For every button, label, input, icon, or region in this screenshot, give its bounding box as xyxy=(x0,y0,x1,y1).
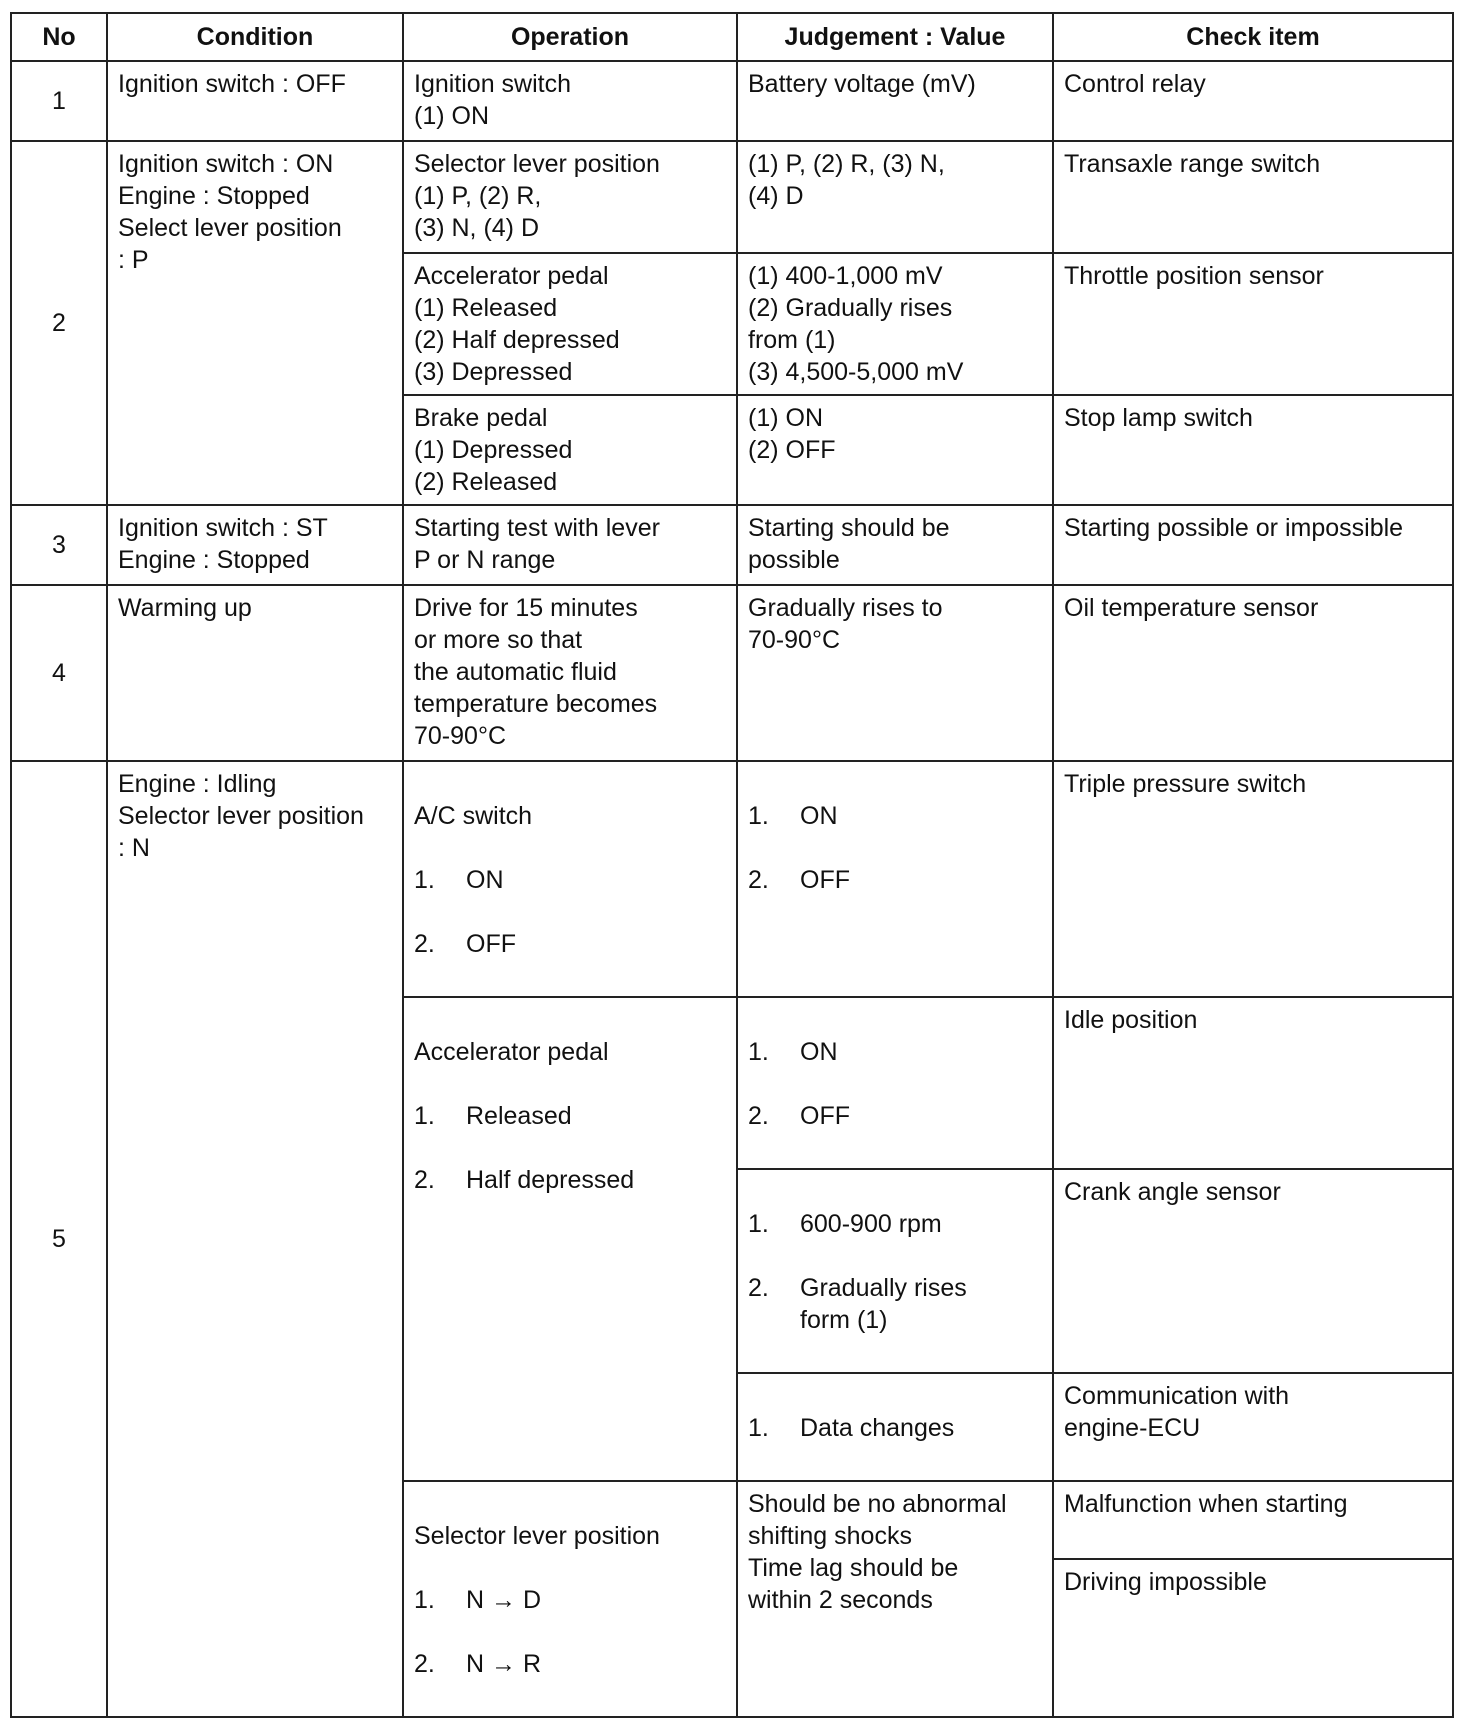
operation-cell: Starting test with lever P or N range xyxy=(403,505,737,585)
list-item: 1. ON xyxy=(748,1038,838,1066)
judgement-cell: Starting should be possible xyxy=(737,505,1053,585)
operation-cell: Brake pedal (1) Depressed (2) Released xyxy=(403,395,737,505)
judgement-cell: (1) ON (2) OFF xyxy=(737,395,1053,505)
operation-cell xyxy=(403,761,737,997)
table-row xyxy=(11,761,1453,997)
check-item-cell: Communication with engine-ECU xyxy=(1053,1373,1453,1481)
row-number: 1 xyxy=(11,61,107,141)
list-item: 1. 600-900 rpm xyxy=(748,1210,942,1238)
diagnosis-table xyxy=(10,12,1454,1718)
operation-title: Accelerator pedal xyxy=(414,1038,609,1066)
row-number: 5 xyxy=(11,761,107,1717)
list-item: 1. ON xyxy=(414,866,504,894)
list-item: 1. ON xyxy=(748,802,838,830)
operation-cell: Accelerator pedal (1) Released (2) Half depressed (3) Depressed xyxy=(403,253,737,395)
condition-cell: Ignition switch : ST Engine : Stopped xyxy=(107,505,403,585)
operation-title: A/C switch xyxy=(414,802,533,830)
list-item: 2. OFF xyxy=(748,866,850,894)
header-no: No xyxy=(11,13,107,61)
judgement-cell xyxy=(737,997,1053,1169)
check-item-cell: Crank angle sensor xyxy=(1053,1169,1453,1373)
judgement-cell: (1) P, (2) R, (3) N, (4) D xyxy=(737,141,1053,253)
condition-cell: Engine : Idling Selector lever position : N xyxy=(107,761,403,1717)
list-item: 2. N → R xyxy=(414,1650,541,1678)
operation-cell: Ignition switch (1) ON xyxy=(403,61,737,141)
judgement-cell: Should be no abnormal shifting shocks Time lag should be within 2 seconds xyxy=(737,1481,1053,1717)
check-item-cell: Throttle position sensor xyxy=(1053,253,1453,395)
list-item: 1. N → D xyxy=(414,1586,541,1614)
check-item-cell: Starting possible or impossible xyxy=(1053,505,1453,585)
check-item-cell: Idle position xyxy=(1053,997,1453,1169)
operation-cell xyxy=(403,997,737,1481)
check-item-cell: Transaxle range switch xyxy=(1053,141,1453,253)
check-item-cell: Triple pressure switch xyxy=(1053,761,1453,997)
list-item: 2. Gradually rises form (1) xyxy=(748,1274,967,1334)
operation-cell: Selector lever position (1) P, (2) R, (3) N, (4) D xyxy=(403,141,737,253)
check-item-cell: Driving impossible xyxy=(1053,1559,1453,1717)
row-number: 4 xyxy=(11,585,107,761)
judgement-cell: Gradually rises to 70-90°C xyxy=(737,585,1053,761)
check-item-cell: Malfunction when starting xyxy=(1053,1481,1453,1559)
header-condition: Condition xyxy=(107,13,403,61)
header-check-item: Check item xyxy=(1053,13,1453,61)
condition-cell: Warming up xyxy=(107,585,403,761)
judgement-cell xyxy=(737,1169,1053,1373)
header-judgement: Judgement : Value xyxy=(737,13,1053,61)
row-number: 3 xyxy=(11,505,107,585)
list-item: 2. OFF xyxy=(414,930,516,958)
list-item: 2. OFF xyxy=(748,1102,850,1130)
table-row xyxy=(11,61,1453,141)
list-item: 2. Half depressed xyxy=(414,1166,635,1194)
judgement-cell xyxy=(737,1373,1053,1481)
check-item-cell: Oil temperature sensor xyxy=(1053,585,1453,761)
check-item-cell: Control relay xyxy=(1053,61,1453,141)
list-item: 1. Data changes xyxy=(748,1414,955,1442)
row-number: 2 xyxy=(11,141,107,505)
judgement-cell: Battery voltage (mV) xyxy=(737,61,1053,141)
operation-cell xyxy=(403,1481,737,1717)
judgement-cell: (1) 400-1,000 mV (2) Gradually rises from (1) (3) 4,500-5,000 mV xyxy=(737,253,1053,395)
list-item: 1. Released xyxy=(414,1102,572,1130)
header-operation: Operation xyxy=(403,13,737,61)
header-row xyxy=(11,13,1453,61)
table-row xyxy=(11,141,1453,253)
condition-cell: Ignition switch : ON Engine : Stopped Select lever position : P xyxy=(107,141,403,505)
operation-cell: Drive for 15 minutes or more so that the automatic fluid temperature becomes 70-90°C xyxy=(403,585,737,761)
operation-title: Selector lever position xyxy=(414,1522,660,1550)
condition-cell: Ignition switch : OFF xyxy=(107,61,403,141)
table-row xyxy=(11,505,1453,585)
table-row xyxy=(11,585,1453,761)
judgement-cell xyxy=(737,761,1053,997)
check-item-cell: Stop lamp switch xyxy=(1053,395,1453,505)
